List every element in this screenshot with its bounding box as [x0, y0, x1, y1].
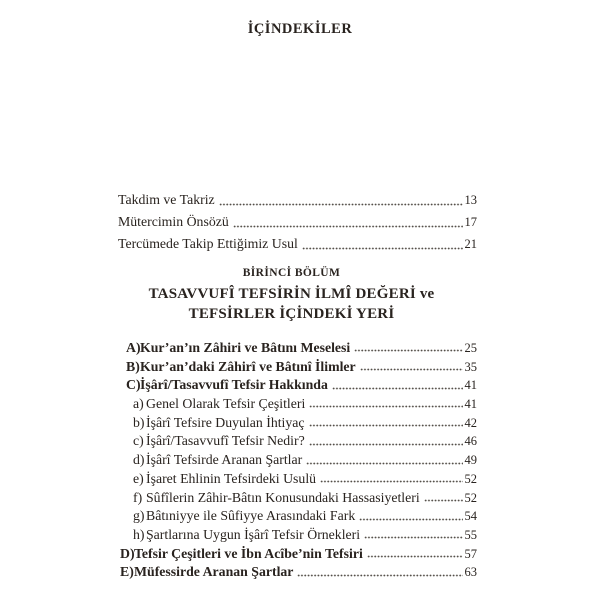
toc-entry-label: f) — [133, 489, 143, 505]
toc-page-number: 21 — [464, 237, 477, 251]
toc-entry-title: Kur’an’ın Zâhiri ve Bâtını Meselesi — [140, 340, 351, 355]
toc-entry-title: İşârî/Tasavvufî Tefsir Nedir? — [146, 433, 305, 449]
toc-page-number: 41 — [464, 378, 477, 393]
toc-entry-label: B) — [126, 358, 140, 374]
toc-entry — [118, 211, 477, 233]
toc-page-number: 52 — [464, 471, 477, 486]
toc-entry — [106, 339, 477, 358]
toc-page-number: 49 — [464, 453, 477, 468]
toc-entry-title: Tefsir Çeşitleri ve İbn Acîbe’nin Tefsiri — [134, 545, 363, 561]
toc-entry — [106, 432, 477, 451]
toc-page-number: 35 — [464, 359, 477, 374]
toc-page-number: 54 — [464, 509, 477, 524]
toc-entry-title: İşârî/Tasavvufî Tefsir Hakkında — [140, 377, 328, 393]
dotted-leader — [332, 376, 463, 395]
toc-entry — [106, 414, 477, 433]
toc-page-number: 13 — [464, 193, 477, 207]
dotted-leader — [364, 526, 462, 545]
toc-entry-title: Mütercimin Önsözü — [118, 214, 229, 229]
chapter-toc-list — [106, 339, 477, 582]
toc-page-number: 52 — [464, 490, 477, 505]
dotted-leader — [297, 563, 462, 582]
dotted-leader — [367, 545, 463, 564]
toc-page-number: 57 — [464, 546, 477, 561]
toc-entry-label: g) — [133, 508, 145, 524]
toc-entry-label: d) — [133, 452, 145, 468]
toc-entry — [106, 526, 477, 545]
chapter-title-line-1: TASAVVUFÎ TEFSİRİN İLMÎ DEĞERİ ve — [148, 286, 435, 302]
toc-entry — [106, 395, 477, 414]
front-matter-list — [118, 189, 477, 255]
dotted-leader — [306, 451, 462, 470]
toc-entry-label: a) — [133, 396, 144, 412]
dotted-leader — [309, 414, 463, 433]
dotted-leader — [359, 507, 462, 526]
chapter-heading — [106, 266, 477, 324]
toc-entry-label: h) — [133, 526, 145, 542]
page-title: İÇİNDEKİLER — [247, 21, 353, 37]
toc-entry-label: b) — [133, 414, 145, 430]
toc-entry — [106, 470, 477, 489]
toc-page-number: 42 — [464, 415, 477, 430]
toc-entry-label: A) — [126, 340, 141, 355]
toc-page-number: 46 — [464, 434, 477, 449]
toc-page-number: 41 — [464, 397, 477, 412]
toc-page-number: 63 — [464, 565, 477, 580]
toc-entry-title: Kur’an’daki Zâhirî ve Bâtınî İlimler — [140, 358, 356, 374]
toc-entry-label: E) — [120, 564, 134, 580]
toc-entry-title: Şartlarına Uygun İşârî Tefsir Örnekleri — [146, 526, 361, 542]
toc-entry-title: Tercümede Takip Ettiğimiz Usul — [118, 236, 298, 251]
dotted-leader — [302, 233, 463, 255]
toc-entry-title: İşârî Tefsirde Aranan Şartlar — [146, 452, 303, 468]
dotted-leader — [320, 470, 462, 489]
dotted-leader — [309, 432, 463, 451]
toc-entry — [106, 563, 477, 582]
toc-entry — [106, 489, 477, 508]
toc-entry-label: c) — [133, 433, 144, 449]
toc-entry — [106, 545, 477, 564]
toc-entry-label: D) — [120, 545, 135, 561]
toc-entry — [118, 233, 477, 255]
toc-page-number: 55 — [464, 527, 477, 542]
dotted-leader — [424, 489, 463, 508]
toc-entry-label: C) — [126, 377, 141, 393]
toc-entry-title: İşârî Tefsire Duyulan İhtiyaç — [146, 414, 305, 430]
toc-entry — [106, 507, 477, 526]
toc-page-number: 25 — [464, 341, 477, 355]
dotted-leader — [354, 339, 462, 358]
dotted-leader — [233, 211, 463, 233]
toc-entry-title: İşaret Ehlinin Tefsirdeki Usulü — [146, 470, 317, 486]
toc-entry — [106, 451, 477, 470]
chapter-kicker: BİRİNCİ BÖLÜM — [242, 267, 341, 279]
toc-entry — [106, 376, 477, 395]
toc-entry-title: Sûfîlerin Zâhir-Bâtın Konusundaki Hassasiyetleri — [146, 489, 420, 505]
toc-entry — [118, 189, 477, 211]
toc-entry-title: Genel Olarak Tefsir Çeşitleri — [146, 396, 306, 412]
chapter-title-line-2: TEFSİRLER İÇİNDEKİ YERİ — [188, 306, 395, 322]
dotted-leader — [309, 395, 462, 414]
toc-entry — [106, 358, 477, 377]
toc-entry-title: Takdim ve Takriz — [118, 192, 215, 207]
toc-entry-title: Müfessirde Aranan Şartlar — [134, 564, 294, 580]
toc-page-number: 17 — [464, 215, 477, 229]
toc-entry-label: e) — [133, 470, 144, 486]
dotted-leader — [219, 189, 463, 211]
dotted-leader — [360, 358, 463, 377]
toc-entry-title: Bâtıniyye ile Sûfiyye Arasındaki Fark — [146, 508, 356, 524]
